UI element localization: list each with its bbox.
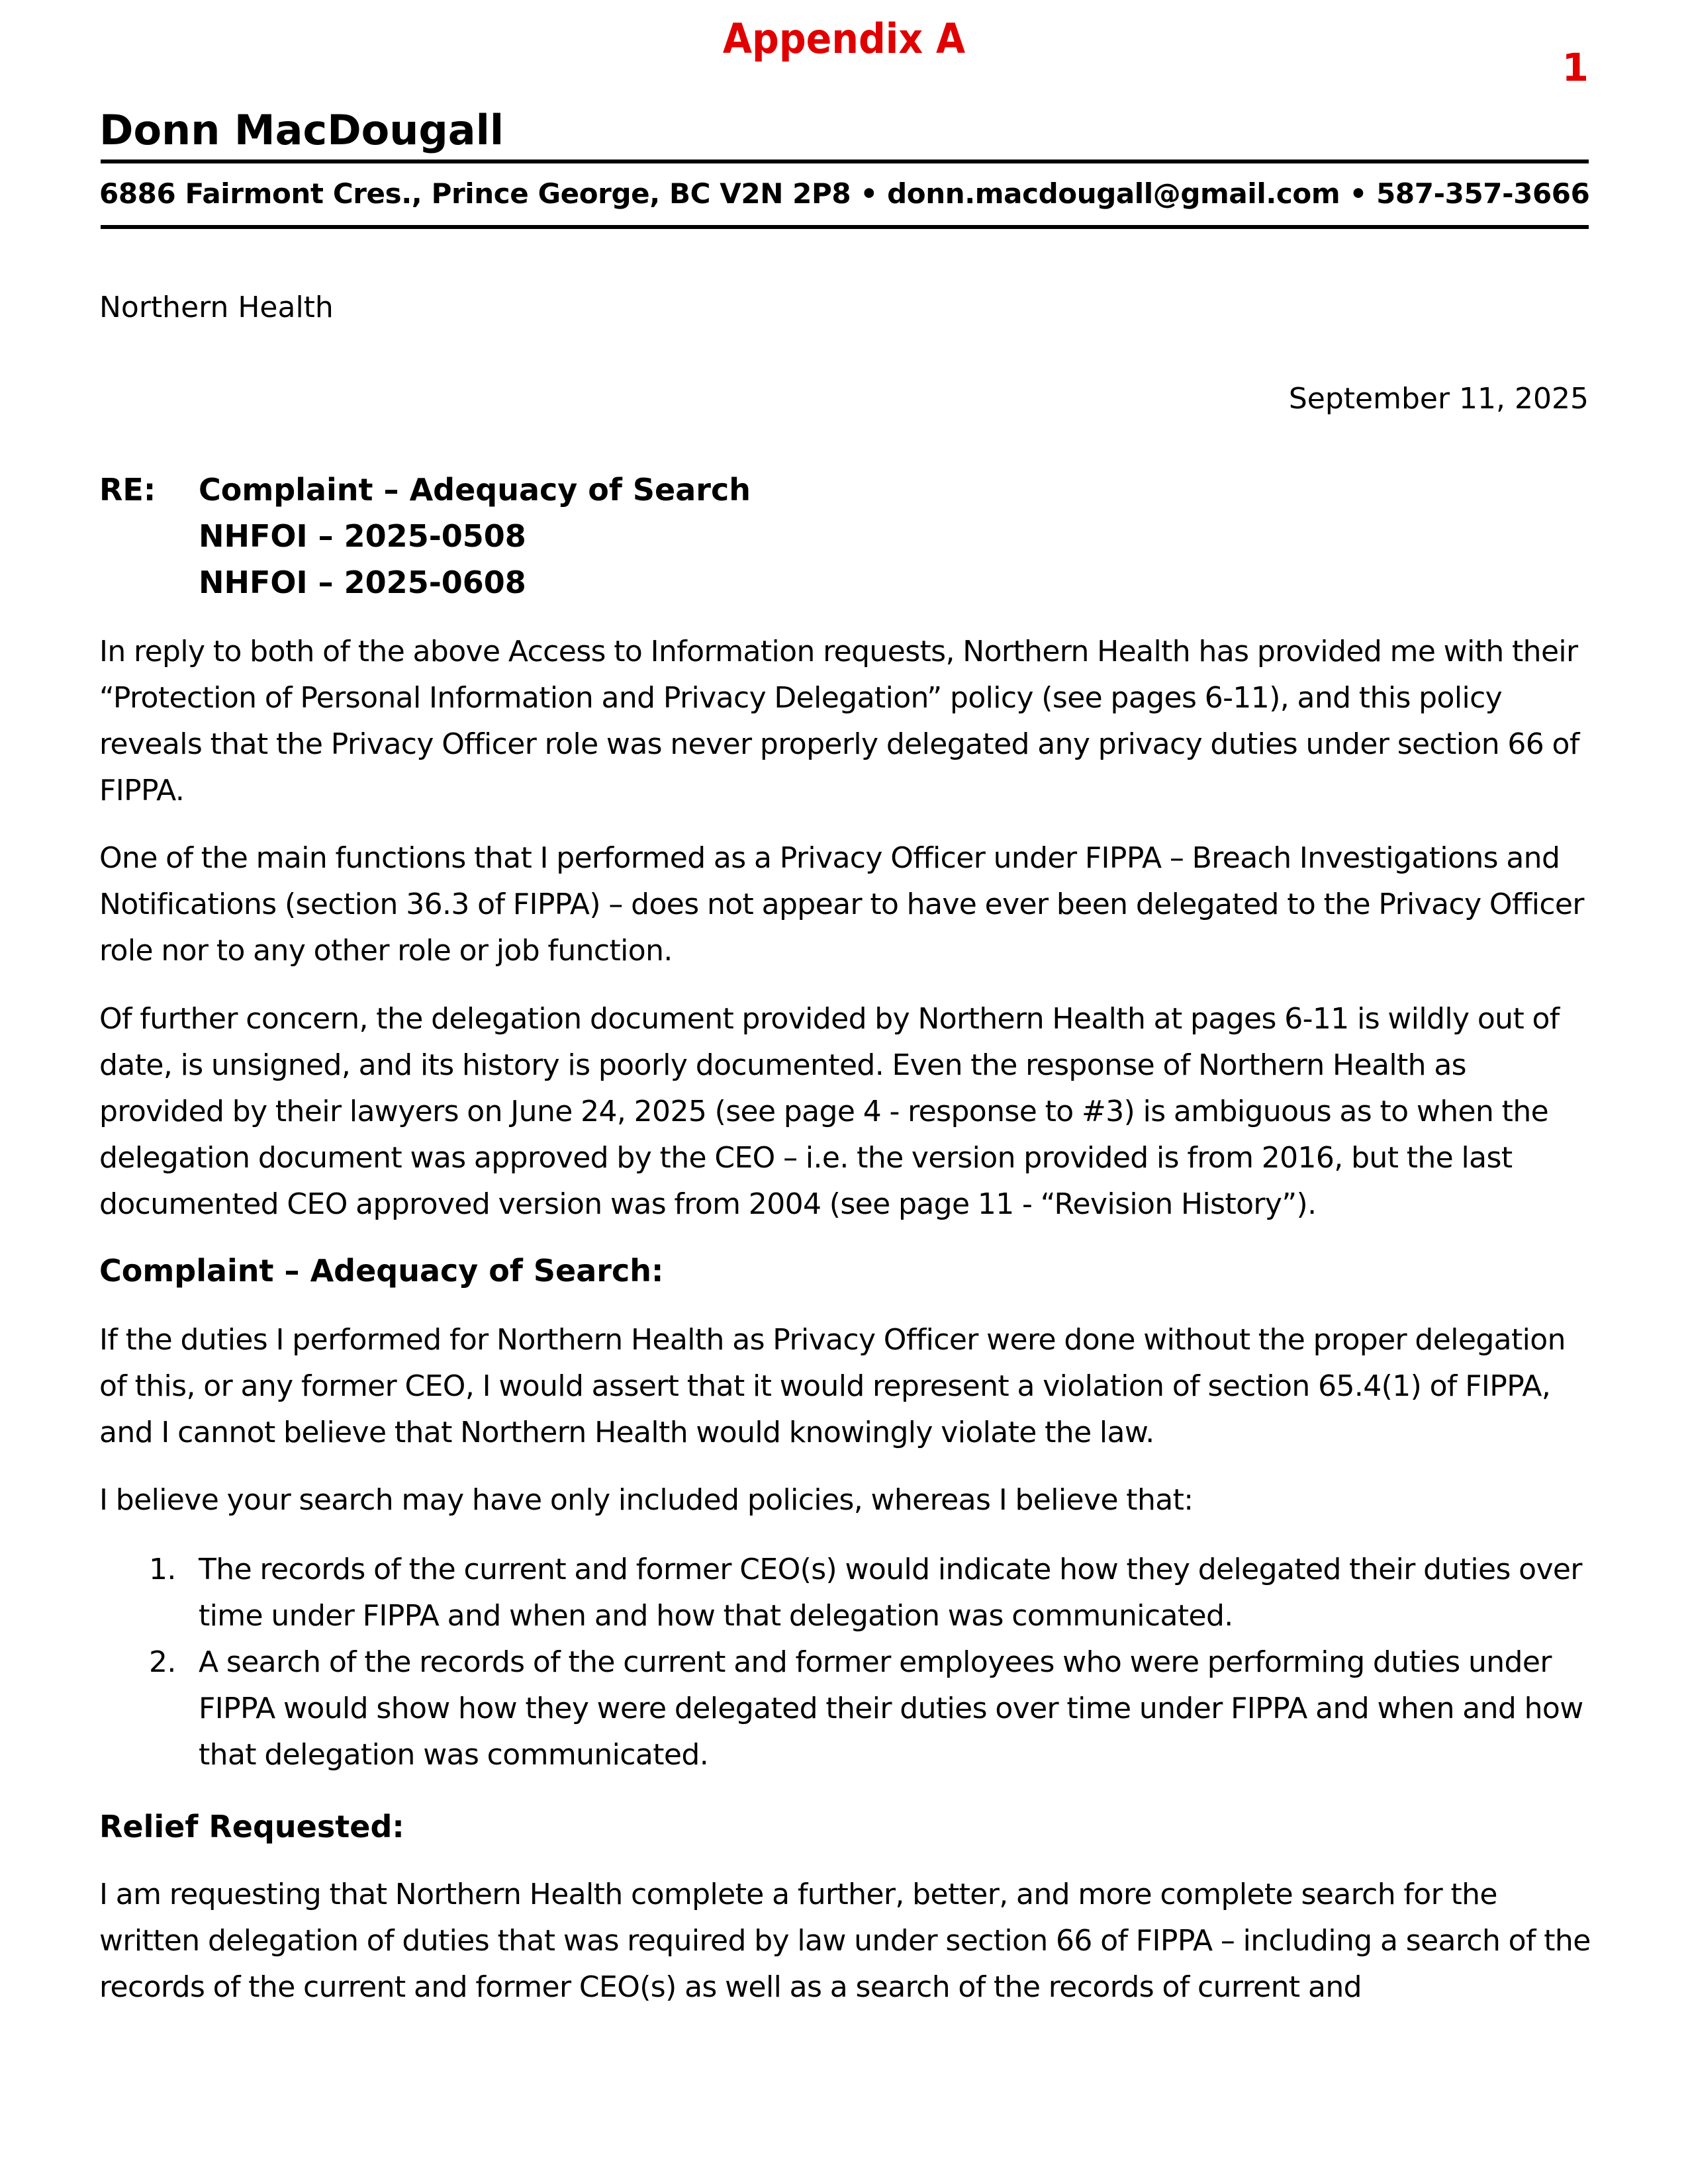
contact-line: 6886 Fairmont Cres., Prince George, BC V2N 2P8 • donn.macdougall@gmail.com • 587-357-3666 (99, 177, 1590, 210)
sender-name: Donn MacDougall (99, 106, 504, 154)
subject-lines (199, 467, 751, 606)
letter-date: September 11, 2025 (1288, 382, 1589, 416)
appendix-title: Appendix A (722, 15, 966, 63)
header-rule-top (101, 159, 1589, 163)
body-paragraph: If the duties I performed for Northern Health as Privacy Officer were done without the proper delegation of this, or any former CEO, I would assert that it would represent a violation of section 65.4(1) of FIPPA, and I cannot believe that Northern Health would knowingly violate the law. (99, 1323, 1566, 1449)
list-item (99, 1639, 1595, 1778)
body-paragraph: Of further concern, the delegation document provided by Northern Health at pages 6-11 is wildly out of date, is unsigned, and its history is poorly documented. Even the response of Northern Health as provided by their lawyers on June 24, 2025 (see page 4 - response to #3) is ambiguous as to when the delegation document was approved by the CEO – i.e. the version provided is from 2016, but the last documented CEO approved version was from 2004 (see page 11 - “Revision History”). (99, 1002, 1560, 1221)
subject-label: RE: (99, 472, 156, 508)
subject-line: Complaint – Adequacy of Search (199, 472, 751, 508)
list-number: 2. (149, 1645, 176, 1679)
body-paragraph: In reply to both of the above Access to Information requests, Northern Health has provided me with their “Protection of Personal Information and Privacy Delegation” policy (see pages 6-11), and this policy reveals that the Privacy Officer role was never properly delegated any privacy duties under section 66 of FIPPA. (99, 635, 1579, 807)
body-paragraph: One of the main functions that I performed as a Privacy Officer under FIPPA – Breach Investigations and Notifications (section 36.3 of FIPPA) – does not appear to have ever been delegated to the Privacy Officer role nor to any other role or job function. (99, 841, 1584, 968)
body-paragraph: I believe your search may have only included policies, whereas I believe that: (99, 1483, 1194, 1517)
list-item-text: A search of the records of the current and former employees who were performing duties under FIPPA would show how they were delegated their duties over time under FIPPA and when and how that delegation was communicated. (199, 1645, 1583, 1772)
recipient: Northern Health (99, 291, 334, 324)
section-heading-relief: Relief Requested: (99, 1809, 404, 1844)
section-heading-complaint: Complaint – Adequacy of Search: (99, 1253, 664, 1289)
subject-line: NHFOI – 2025-0508 (199, 518, 526, 554)
numbered-list (99, 1547, 1595, 1778)
subject-line: NHFOI – 2025-0608 (199, 565, 526, 600)
list-item (99, 1547, 1595, 1639)
page-number: 1 (1562, 45, 1589, 90)
body-paragraph: I am requesting that Northern Health complete a further, better, and more complete search for the written delegation of duties that was required by law under section 66 of FIPPA – including a search of the records of the current and former CEO(s) as well as a search of the records of current and (99, 1878, 1591, 2004)
list-number: 1. (149, 1553, 176, 1586)
header-rule-bottom (101, 225, 1589, 229)
list-item-text: The records of the current and former CEO(s) would indicate how they delegated their duties over time under FIPPA and when and how that delegation was communicated. (199, 1553, 1582, 1633)
